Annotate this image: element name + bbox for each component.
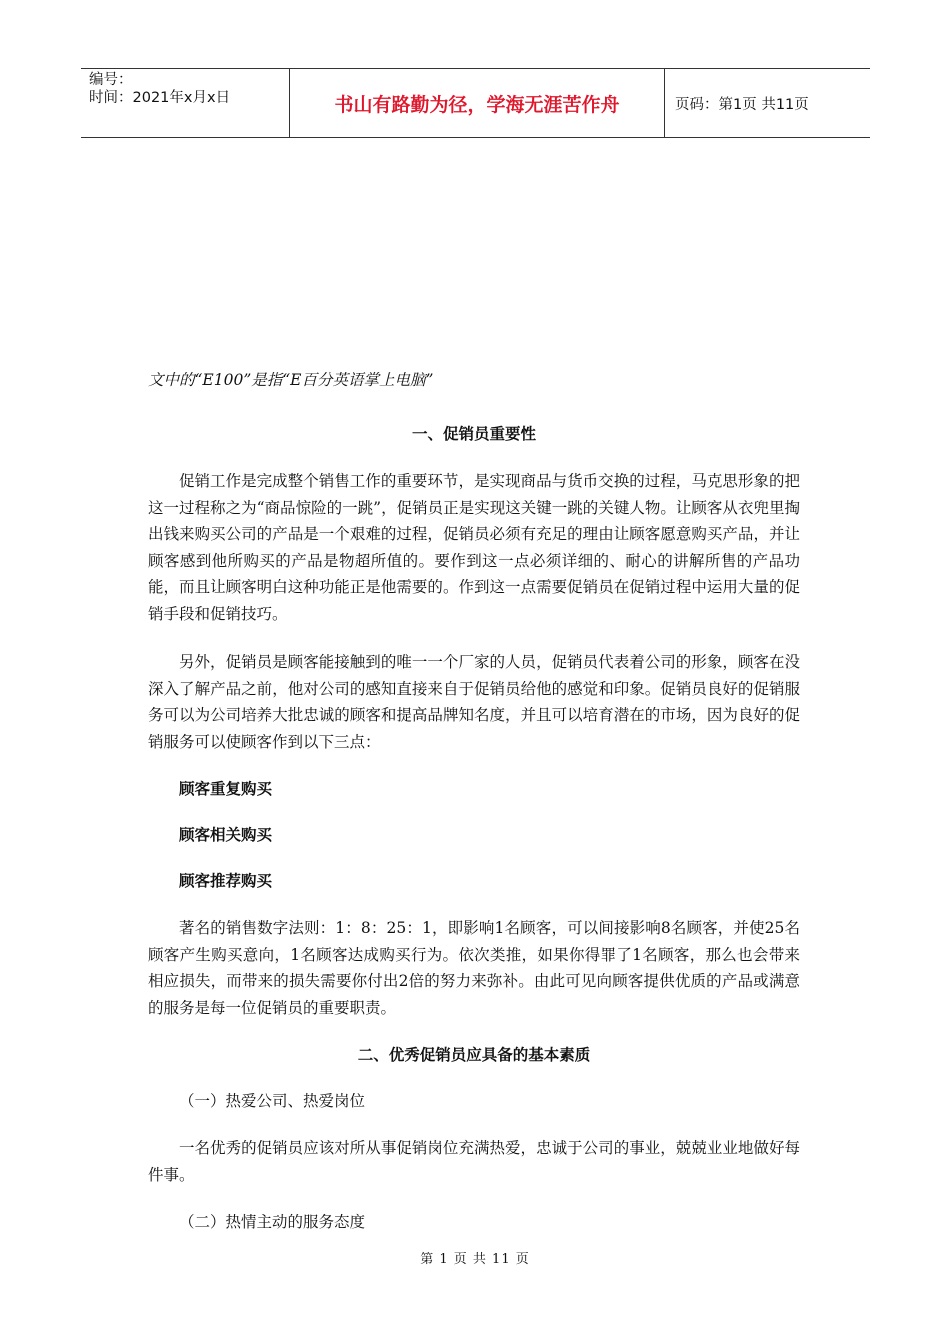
list-item: 顾客推荐购买 (179, 872, 273, 890)
list-item: 顾客相关购买 (179, 826, 273, 844)
header-page-label: 页码：第1页 共11页 (675, 96, 809, 113)
header-meta (81, 69, 290, 137)
page-footer: 第 1 页 共 11 页 (420, 1252, 530, 1267)
subsection-title: （二）热情主动的服务态度 (179, 1213, 366, 1231)
document-body (148, 368, 800, 1256)
number-label: 编号： (89, 72, 133, 88)
note-text: 文中的“E100”是指“E百分英语掌上电脑” (148, 371, 434, 389)
paragraph: 另外，促销员是顾客能接触到的唯一一个厂家的人员，促销员代表着公司的形象，顾客在没深入了解产品之前，他对公司的感知直接来自于促销员给他的感觉和印象。促销员良好的促销服务可以为公司培养大批忠诚的顾客和提高品牌知名度，并且可以培育潜在的市场，因为良好的促销服务可以使顾客作到以下三点： (148, 653, 800, 751)
section-title-2: 二、优秀促销员应具备的基本素质 (357, 1046, 591, 1064)
paragraph: 著名的销售数字法则：1：8：25：1，即影响1名顾客，可以间接影响8名顾客，并使25名顾客产生购买意向，1名顾客达成购买行为。依次类推，如果你得罪了1名顾客，那么也会带来相应损失，而带来的损失需要你付出2倍的努力来弥补。由此可见向顾客提供优质的产品或满意的服务是每一位促销员的重要职责。 (148, 919, 800, 1017)
list-item: 顾客重复购买 (179, 780, 273, 798)
header-motto: 书山有路勤为径，学海无涯苦作舟 (290, 69, 665, 137)
page-header (81, 68, 870, 138)
time-label: 时间：2021年x月x日 (89, 90, 231, 106)
subsection-title: （一）热爱公司、热爱岗位 (179, 1092, 366, 1110)
section-title-1: 一、促销员重要性 (411, 425, 536, 443)
paragraph: 促销工作是完成整个销售工作的重要环节，是实现商品与货币交换的过程，马克思形象的把这一过程称之为“商品惊险的一跳”，促销员正是实现这关键一跳的关键人物。让顾客从衣兜里掏出钱来购买公司的产品是一个艰难的过程，促销员必须有充足的理由让顾客愿意购买产品，并让顾客感到他所购买的产品是物超所值的。要作到这一点必须详细的、耐心的讲解所售的产品功能，而且让顾客明白这种功能正是他需要的。作到这一点需要促销员在促销过程中运用大量的促销手段和促销技巧。 (148, 472, 800, 623)
paragraph: 一名优秀的促销员应该对所从事促销岗位充满热爱，忠诚于公司的事业，兢兢业业地做好每件事。 (148, 1139, 800, 1184)
